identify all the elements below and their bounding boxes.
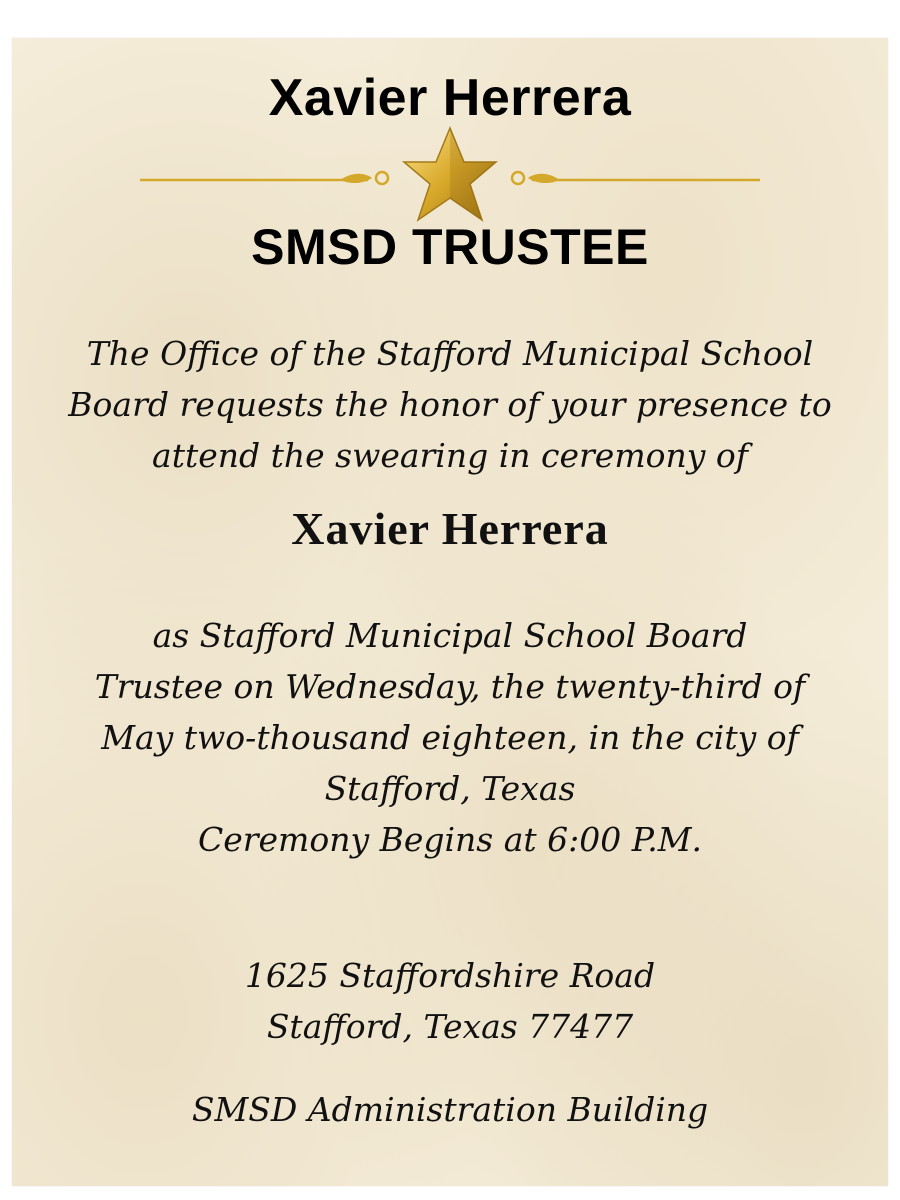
venue-address xyxy=(0,950,900,1052)
ceremony-details xyxy=(0,610,900,814)
intro-line: attend the swearing in ceremony of xyxy=(152,436,748,475)
intro-text xyxy=(0,328,900,481)
right-flourish xyxy=(512,172,760,184)
star-divider xyxy=(140,122,760,226)
gold-star-icon xyxy=(404,128,496,220)
details-line: Trustee on Wednesday, the twenty-third of xyxy=(94,667,806,706)
details-line: as Stafford Municipal School Board xyxy=(152,616,748,655)
honoree-name: Xavier Herrera xyxy=(291,503,609,554)
ceremony-time: Ceremony Begins at 6:00 P.M. xyxy=(197,820,703,859)
header-subtitle: SMSD TRUSTEE xyxy=(251,219,649,275)
venue-name: SMSD Administration Building xyxy=(191,1090,709,1129)
intro-line: The Office of the Stafford Municipal School xyxy=(86,334,814,373)
address-line: 1625 Staffordshire Road xyxy=(244,956,656,995)
details-line: Stafford, Texas xyxy=(324,769,576,808)
address-line: Stafford, Texas 77477 xyxy=(266,1007,634,1046)
intro-line: Board requests the honor of your presence to xyxy=(68,385,832,424)
left-flourish xyxy=(140,172,388,184)
details-line: May two-thousand eighteen, in the city of xyxy=(101,718,799,757)
header-name: Xavier Herrera xyxy=(268,69,632,127)
